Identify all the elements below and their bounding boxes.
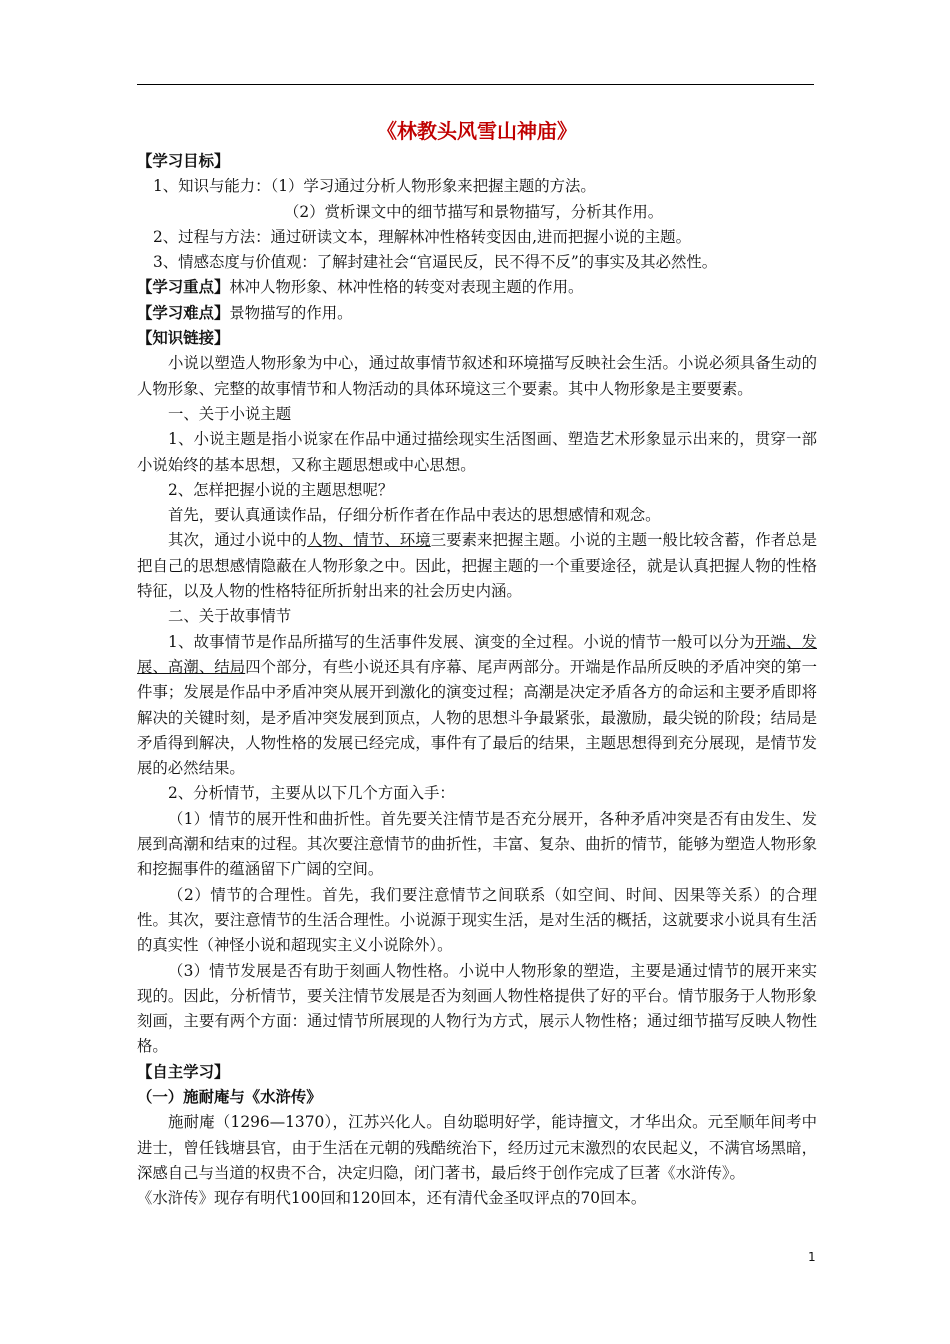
self-study-para-2: 《水浒传》现存有明代100回和120回本，还有清代金圣叹评点的70回本。 [137,1189,647,1208]
focus-heading: 【学习重点】 [137,278,230,297]
section-2-para-5: （3）情节发展是否有助于刻画人物性格。小说中人物形象的塑造，主要是通过情节的展开来实现的。因此，分析情节，要关注情节发展是否为刻画人物性格提供了好的平台。情节服务于人物形象刻画，主要有两个方面：通过情节所展现的人物行为方式，展示人物性格；通过细节描写反映人物性格。 [137,961,817,1056]
focus-line [137,275,817,300]
self-study-para-1: 施耐庵（1296—1370），江苏兴化人。自幼聪明好学，能诗擅文，才华出众。元至顺年间考中进士，曾任钱塘县官，由于生活在元朝的残酷统治下，经历过元末激烈的农民起义，不满官场黑暗，深感自己与当道的权贵不合，决定归隐，闭门著书，最后终于创作完成了巨著《水浒传》。 [137,1113,817,1182]
para-4-pre: 其次，通过小说中的 [168,531,308,550]
objectives-heading: 【学习目标】 [137,152,230,170]
objective-1a [137,174,817,199]
plot-para-post: 四个部分，有些小说还具有序幕、尾声两部分。开端是作品所反映的矛盾冲突的第一件事；发展是作品中矛盾冲突从展开到激化的演变过程；高潮是决定矛盾各方的命运和主要矛盾即将解决的关键时刻，是矛盾冲突发展到顶点，人物的思想斗争最紧张，最激励，最尖锐的阶段；结局是矛盾得到解决，人物性格的发展已经完成，事件有了最后的结果，主题思想得到充分展现，是情节发展的必然结果。 [137,657,817,778]
section-2-para-4: （2）情节的合理性。首先，我们要注意情节之间联系（如空间、时间、因果等关系）的合理性。其次，要注意情节的生活合理性。小说源于现实生活，是对生活的概括，这就要求小说具有生活的真实性（神怪小说和超现实主义小说除外）。 [137,885,817,955]
page-number: 1 [808,1250,816,1264]
section-1-para-3: 首先，要认真通读作品，仔细分析作者在作品中表达的思想感情和观念。 [168,506,661,525]
section-2-para-1 [137,630,817,782]
section-1-para-2: 2、怎样把握小说的主题思想呢？ [168,480,394,499]
para-4-post: 三要素来把握主题。小说的主题一般比较含蓄，作者总是把自己的思想感情隐蔽在人物形象之中。因此，把握主题的一个重要途径，就是认真把握人物的性格特征，以及人物的性格特征所折射出来的社会历史内涵。 [137,531,817,601]
header-rule [137,84,814,85]
section-1-heading: 一、关于小说主题 [168,404,292,423]
section-2-para-2: 2、分析情节，主要从以下几个方面入手： [168,784,455,803]
knowledge-intro: 小说以塑造人物形象为中心，通过故事情节叙述和环境描写反映社会生活。小说必须具备生动的人物形象、完整的故事情节和人物活动的具体环境这三个要素。其中人物形象是主要要素。 [137,354,817,398]
self-study-subheading: （一）施耐庵与《水浒传》 [137,1087,322,1106]
focus-text: 林冲人物形象、林冲性格的转变对表现主题的作用。 [229,278,584,297]
section-1-para-4 [137,528,817,604]
objective-2: 2、过程与方法：通过研读文本，理解林冲性格转变因由,进而把握小说的主题。 [153,227,691,246]
section-2-para-3: （1）情节的展开性和曲折性。首先要关注情节是否充分展开，各种矛盾冲突是否有由发生、发展到高潮和结束的过程。其次要注意情节的曲折性，丰富、复杂、曲折的情节，能够为塑造人物形象和挖掘事件的蕴涵留下广阔的空间。 [137,809,817,879]
objective-3: 3、情感态度与价值观：了解封建社会“官逼民反，民不得不反”的事实及其必然性。 [153,253,718,272]
section-2-heading: 二、关于故事情节 [168,607,292,626]
document-body [137,116,817,1211]
difficulty-heading: 【学习难点】 [137,303,230,322]
difficulty-line [137,301,817,326]
para-4-underlined: 人物、情节、环境 [307,531,431,550]
page-title: 《林教头风雪山神庙》 [377,119,577,143]
objective-1a-text: （1）学习通过分析人物形象来把握主题的方法。 [270,177,596,196]
difficulty-text: 景物描写的作用。 [229,303,353,322]
section-1-para-1: 1、小说主题是指小说家在作品中通过描绘现实生活图画、塑造艺术形象显示出来的，贯穿一部小说始终的基本思想，又称主题思想或中心思想。 [137,430,817,474]
plot-para-underlined: 开端、发展、高潮、结局 [137,632,817,676]
plot-para-pre: 1、故事情节是作品所描写的生活事件发展、演变的全过程。小说的情节一般可以分为 [168,632,755,651]
objective-1b: （2）赏析课文中的细节描写和景物描写，分析其作用。 [284,202,664,221]
knowledge-heading: 【知识链接】 [137,329,230,348]
self-study-heading: 【自主学习】 [137,1062,230,1081]
objective-1-label: 1、知识与能力： [153,177,271,196]
